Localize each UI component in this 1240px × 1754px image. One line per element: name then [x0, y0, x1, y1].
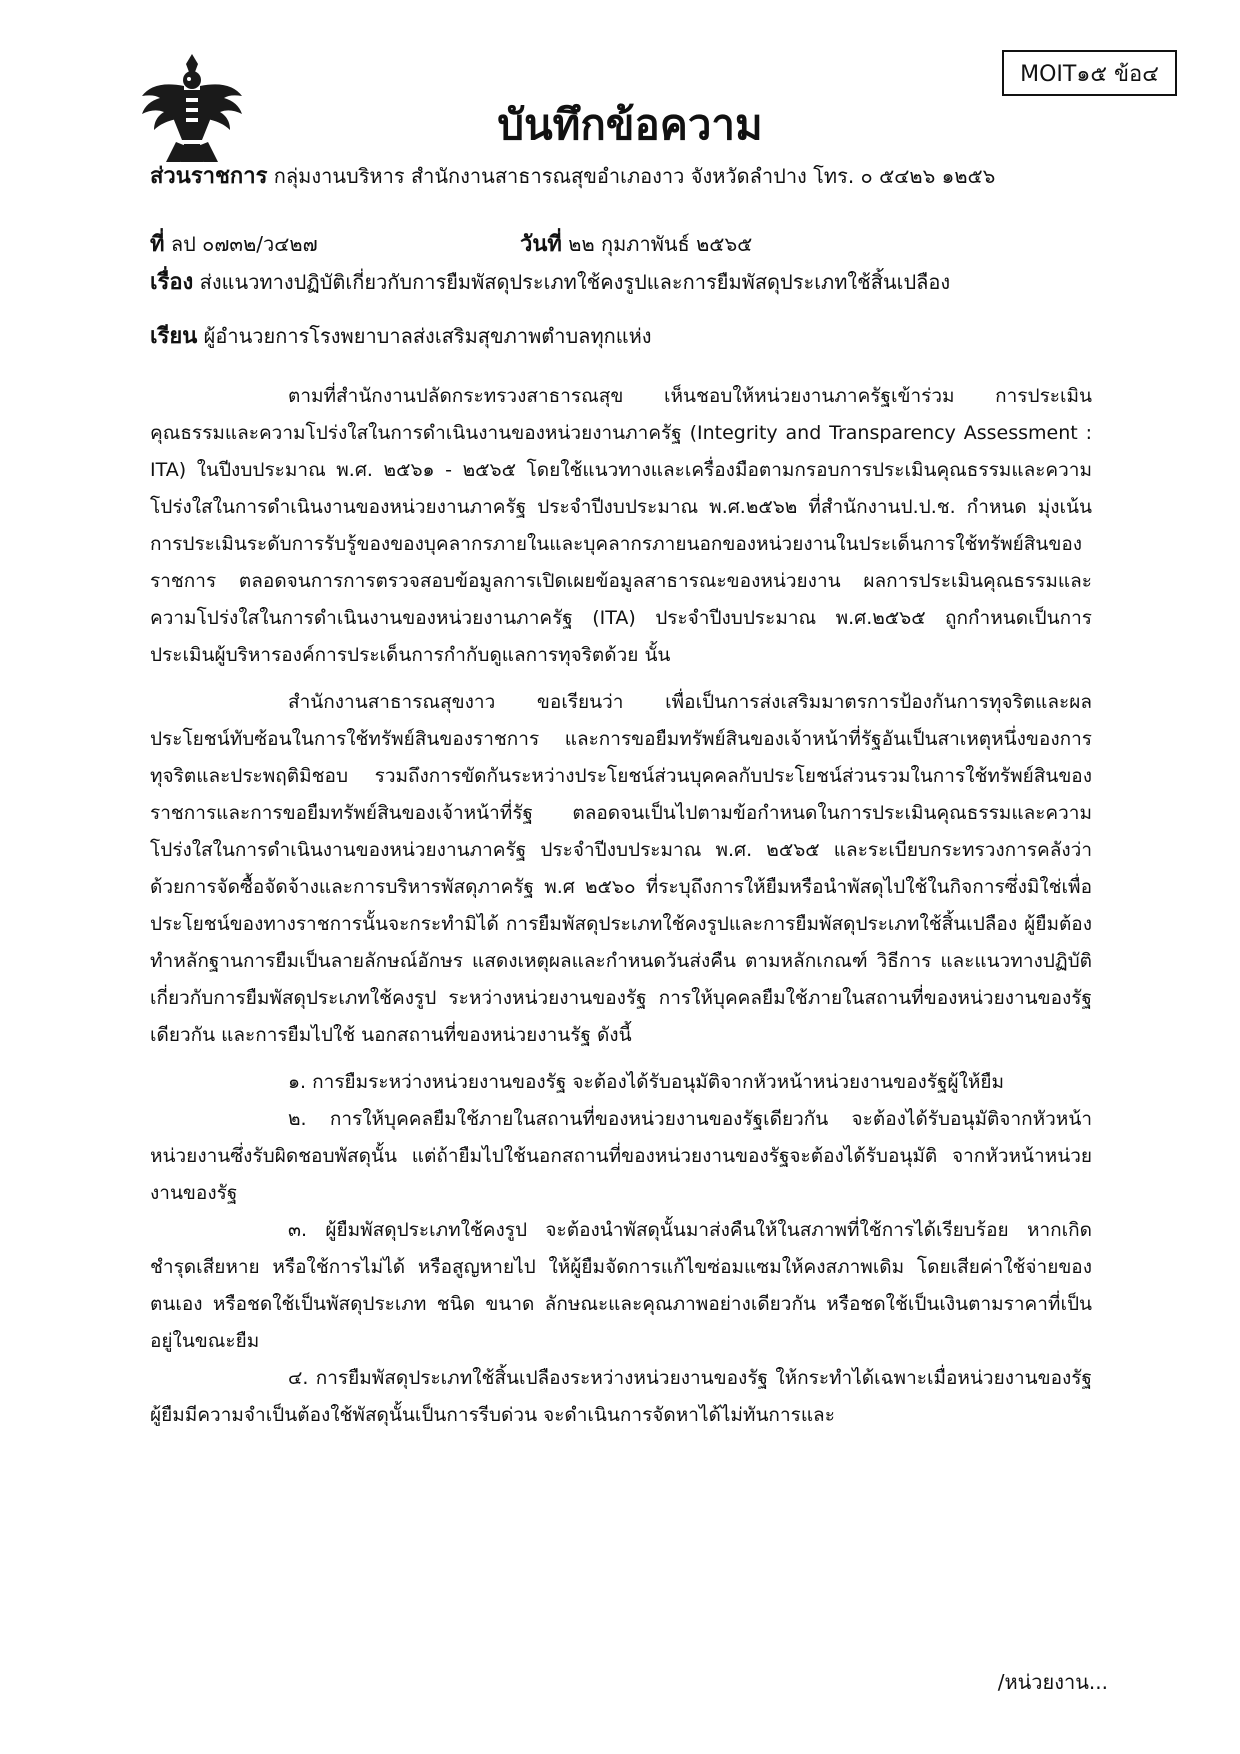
- list-item-1: ๑. การยืมระหว่างหน่วยงานของรัฐ จะต้องได้รับอนุมัติจากหัวหน้าหน่วยงานของรัฐผู้ให้ยืม: [288, 1071, 1005, 1093]
- document-code-box: [1002, 50, 1177, 96]
- subject-label: เรื่อง: [150, 270, 194, 295]
- recipient-value: ผู้อำนวยการโรงพยาบาลส่งเสริมสุขภาพตำบลทุกแห่ง: [203, 324, 652, 348]
- agency-value: กลุ่มงานบริหาร สำนักงานสาธารณสุขอำเภองาว จังหวัดลำปาง โทร. ๐ ๕๔๒๖ ๑๒๕๖: [273, 164, 996, 188]
- recipient-line: [150, 318, 652, 353]
- subject-value: ส่งแนวทางปฏิบัติเกี่ยวกับการยืมพัสดุประเภทใช้คงรูปและการยืมพัสดุประเภทใช้สิ้นเปลือง: [199, 270, 951, 294]
- list-item-3: ๓. ผู้ยืมพัสดุประเภทใช้คงรูป จะต้องนำพัสดุนั้นมาส่งคืนให้ในสภาพที่ใช้การได้เรียบร้อย หากเกิดชำรุดเสียหาย หรือใช้การไม่ได้ หรือสูญหายไป ให้ผู้ยืมจัดการแก้ไขซ่อมแซมให้คงสภาพเดิม โดยเสียค่าใช้จ่ายของตนเอง หรือชดใช้เป็นพัสดุประเภท ชนิด ขนาด ลักษณะและคุณภาพอย่างเดียวกัน หรือชดใช้เป็นเงินตามราคาที่เป็นอยู่ในขณะยืม: [150, 1219, 1092, 1352]
- agency-label: ส่วนราชการ: [150, 164, 268, 189]
- memo-body: [150, 378, 1092, 1434]
- date-label: วันที่: [520, 232, 562, 257]
- date-line: [520, 226, 752, 261]
- continuation-marker: /หน่วยงาน...: [997, 1670, 1108, 1694]
- subject-line: [150, 264, 950, 299]
- list-item-4: ๔. การยืมพัสดุประเภทใช้สิ้นเปลืองระหว่างหน่วยงานของรัฐ ให้กระทำได้เฉพาะเมื่อหน่วยงานของรัฐผู้ยืมมีความจำเป็นต้องใช้พัสดุนั้นเป็นการรีบด่วน จะดำเนินการจัดหาได้ไม่ทันการและ: [150, 1367, 1092, 1426]
- memo-title: บันทึกข้อความ: [497, 100, 763, 149]
- reference-line: [150, 226, 318, 261]
- body-paragraph-2: สำนักงานสาธารณสุขงาว ขอเรียนว่า เพื่อเป็นการส่งเสริมมาตรการป้องกันการทุจริตและผลประโยชน์ทับซ้อนในการใช้ทรัพย์สินของราชการ และการขอยืมทรัพย์สินของเจ้าหน้าที่รัฐอันเป็นสาเหตุหนึ่งของการทุจริตและประพฤติมิชอบ รวมถึงการขัดกันระหว่างประโยชน์ส่วนบุคคลกับประโยชน์ส่วนรวมในการใช้ทรัพย์สินของราชการและการขอยืมทรัพย์สินของเจ้าหน้าที่รัฐ ตลอดจนเป็นไปตามข้อกำหนดในการประเมินคุณธรรมและความโปร่งใสในการดำเนินงานของหน่วยงานภาครัฐ ประจำปีงบประมาณ พ.ศ. ๒๕๖๕ และระเบียบกระทรวงการคลังว่าด้วยการจัดซื้อจัดจ้างและการบริหารพัสดุภาครัฐ พ.ศ ๒๕๖๐ ที่ระบุถึงการให้ยืมหรือนำพัสดุไปใช้ในกิจการซึ่งมิใช่เพื่อประโยชน์ของทางราชการนั้นจะกระทำมิได้ การยืมพัสดุประเภทใช้คงรูปและการยืมพัสดุประเภทใช้สิ้นเปลือง ผู้ยืมต้องทำหลักฐานการยืมเป็นลายลักษณ์อักษร แสดงเหตุผลและกำหนดวันส่งคืน ตามหลักเกณฑ์ วิธีการ และแนวทางปฏิบัติเกี่ยวกับการยืมพัสดุประเภทใช้คงรูป ระหว่างหน่วยงานของรัฐ การให้บุคคลยืมใช้ภายในสถานที่ของหน่วยงานของรัฐเดียวกัน และการยืมไปใช้ นอกสถานที่ของหน่วยงานรัฐ ดังนี้: [150, 691, 1092, 1046]
- document-code: MOIT๑๕ ข้อ๔: [1020, 61, 1159, 87]
- date-value: ๒๒ กุมภาพันธ์ ๒๕๖๕: [568, 232, 753, 256]
- agency-line: [150, 158, 995, 193]
- reference-value: ลป ๐๗๓๒/ว๔๒๗: [170, 232, 318, 256]
- recipient-label: เรียน: [150, 324, 198, 349]
- list-item-2: ๒. การให้บุคคลยืมใช้ภายในสถานที่ของหน่วยงานของรัฐเดียวกัน จะต้องได้รับอนุมัติจากหัวหน้าหน่วยงานซึ่งรับผิดชอบพัสดุนั้น แต่ถ้ายืมไปใช้นอกสถานที่ของหน่วยงานของรัฐจะต้องได้รับอนุมัติ จากหัวหน้าหน่วยงานของรัฐ: [150, 1108, 1092, 1204]
- body-paragraph-1: ตามที่สำนักงานปลัดกระทรวงสาธารณสุข เห็นชอบให้หน่วยงานภาครัฐเข้าร่วม การประเมินคุณธรรมและความโปร่งใสในการดำเนินงานของหน่วยงานภาครัฐ (Integrity and Transparency Assessment : ITA) ในปีงบประมาณ พ.ศ. ๒๕๖๑ - ๒๕๖๕ โดยใช้แนวทางและเครื่องมือตามกรอบการประเมินคุณธรรมและความโปร่งใสในการดำเนินงานของหน่วยงานภาครัฐ ประจำปีงบประมาณ พ.ศ.๒๕๖๒ ที่สำนักงานป.ป.ช. กำหนด มุ่งเน้นการประเมินระดับการรับรู้ของของบุคลากรภายในและบุคลากรภายนอกของหน่วยงานในประเด็นการใช้ทรัพย์สินของราชการ ตลอดจนการการตรวจสอบข้อมูลการเปิดเผยข้อมูลสาธารณะของหน่วยงาน ผลการประเมินคุณธรรมและความโปร่งใสในการดำเนินงานของหน่วยงานภาครัฐ (ITA) ประจำปีงบประมาณ พ.ศ.๒๕๖๕ ถูกกำหนดเป็นการประเมินผู้บริหารองค์การประเด็นการกำกับดูแลการทุจริตด้วย นั้น: [150, 385, 1092, 666]
- reference-label: ที่: [150, 232, 165, 257]
